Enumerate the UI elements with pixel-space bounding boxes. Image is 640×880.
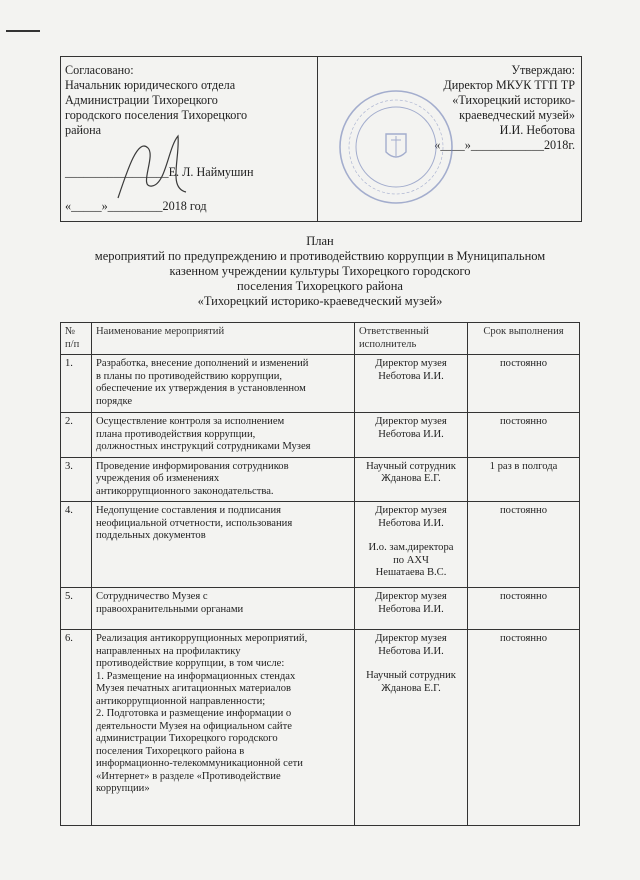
row-num: 6. [61,630,92,826]
agreed-line: городского поселения Тихорецкого [65,108,248,122]
row-num: 1. [61,355,92,413]
row-activity: Разработка, внесение дополнений и изменений в планы по противодействию коррупции, обеспечение их утверждения в установленном порядке [92,355,355,413]
row-activity: Реализация антикоррупционных мероприятий, направленных на профилактику противодействие коррупции, в том числе: 1. Размещение на информационных стендах Музея печатных агитационных материалов антикоррупционной направленности; 2. Подготовка и размещение информации о деятельности Музея на официальном сайте администрации Тихорецкого городского поселения Тихорецкого района в информационно-телекоммуникационной сети «Интернет» в разделе «Противодействие коррупции» [92,630,355,826]
row-responsible: Директор музея Неботова И.И. Научный сотрудник Жданова Е.Г. [355,630,468,826]
row-responsible: Директор музея Неботова И.И. И.о. зам.директора по АХЧ Нешатаева В.С. [355,502,468,588]
agreed-signer: Е. Л. Наймушин [168,165,254,179]
table-row [61,588,580,630]
row-term: постоянно [468,413,580,458]
document-title [20,234,620,309]
title-line: мероприятий по предупреждению и противодействию коррупции в Муниципальном [94,249,546,263]
row-activity: Сотрудничество Музея с правоохранительными органами [92,588,355,630]
row-term: постоянно [468,630,580,826]
table-row [61,630,580,826]
agreed-block [65,63,313,138]
row-term: постоянно [468,502,580,588]
row-activity: Недопущение составления и подписания неофициальной отчетности, использования поддельных документов [92,502,355,588]
row-term: постоянно [468,588,580,630]
signature-underline: _________________ [65,165,169,179]
title-line: План [306,234,334,248]
handwritten-signature [108,128,198,208]
header-term: Срок выполнения [468,323,580,355]
table-header-row [61,323,580,355]
row-activity: Проведение информирования сотрудников учреждения об изменениях антикоррупционного законодательства. [92,457,355,502]
agreed-line: района [65,123,102,137]
approved-signer: И.И. Неботова [499,123,575,137]
agreed-date-line: «_____»_________2018 год [65,199,207,213]
approved-line: краеведческий музей» [459,108,575,122]
row-responsible: Директор музея Неботова И.И. [355,413,468,458]
row-num: 3. [61,457,92,502]
row-num: 5. [61,588,92,630]
row-responsible: Директор музея Неботова И.И. [355,355,468,413]
agreed-line: Администрации Тихорецкого [65,93,218,107]
table-row [61,457,580,502]
approved-line: Директор МКУК ТГП ТР [443,78,575,92]
plan-table [60,322,580,826]
approval-divider [317,57,318,221]
approved-date-line: «____»____________2018г. [434,138,575,152]
row-term: постоянно [468,355,580,413]
header-responsible: Ответственный исполнитель [355,323,468,355]
table-row [61,355,580,413]
table-row [61,502,580,588]
row-activity: Осуществление контроля за исполнением плана противодействия коррупции, должностных инструкций сотрудниками Музея [92,413,355,458]
official-stamp [336,86,456,208]
agreed-heading: Согласовано: [65,63,134,77]
row-num: 2. [61,413,92,458]
agreed-line: Начальник юридического отдела [65,78,236,92]
row-responsible: Научный сотрудник Жданова Е.Г. [355,457,468,502]
approved-heading: Утверждаю: [511,63,575,77]
approved-line: «Тихорецкий историко- [452,93,575,107]
row-term: 1 раз в полгода [468,457,580,502]
row-responsible: Директор музея Неботова И.И. [355,588,468,630]
header-name: Наименование мероприятий [92,323,355,355]
title-line: поселения Тихорецкого района [237,279,403,293]
header-num: № п/п [61,323,92,355]
title-line: «Тихорецкий историко-краеведческий музей» [197,294,443,308]
scan-mark [6,30,40,32]
title-line: казенном учреждении культуры Тихорецкого городского [169,264,471,278]
table-row [61,413,580,458]
row-num: 4. [61,502,92,588]
